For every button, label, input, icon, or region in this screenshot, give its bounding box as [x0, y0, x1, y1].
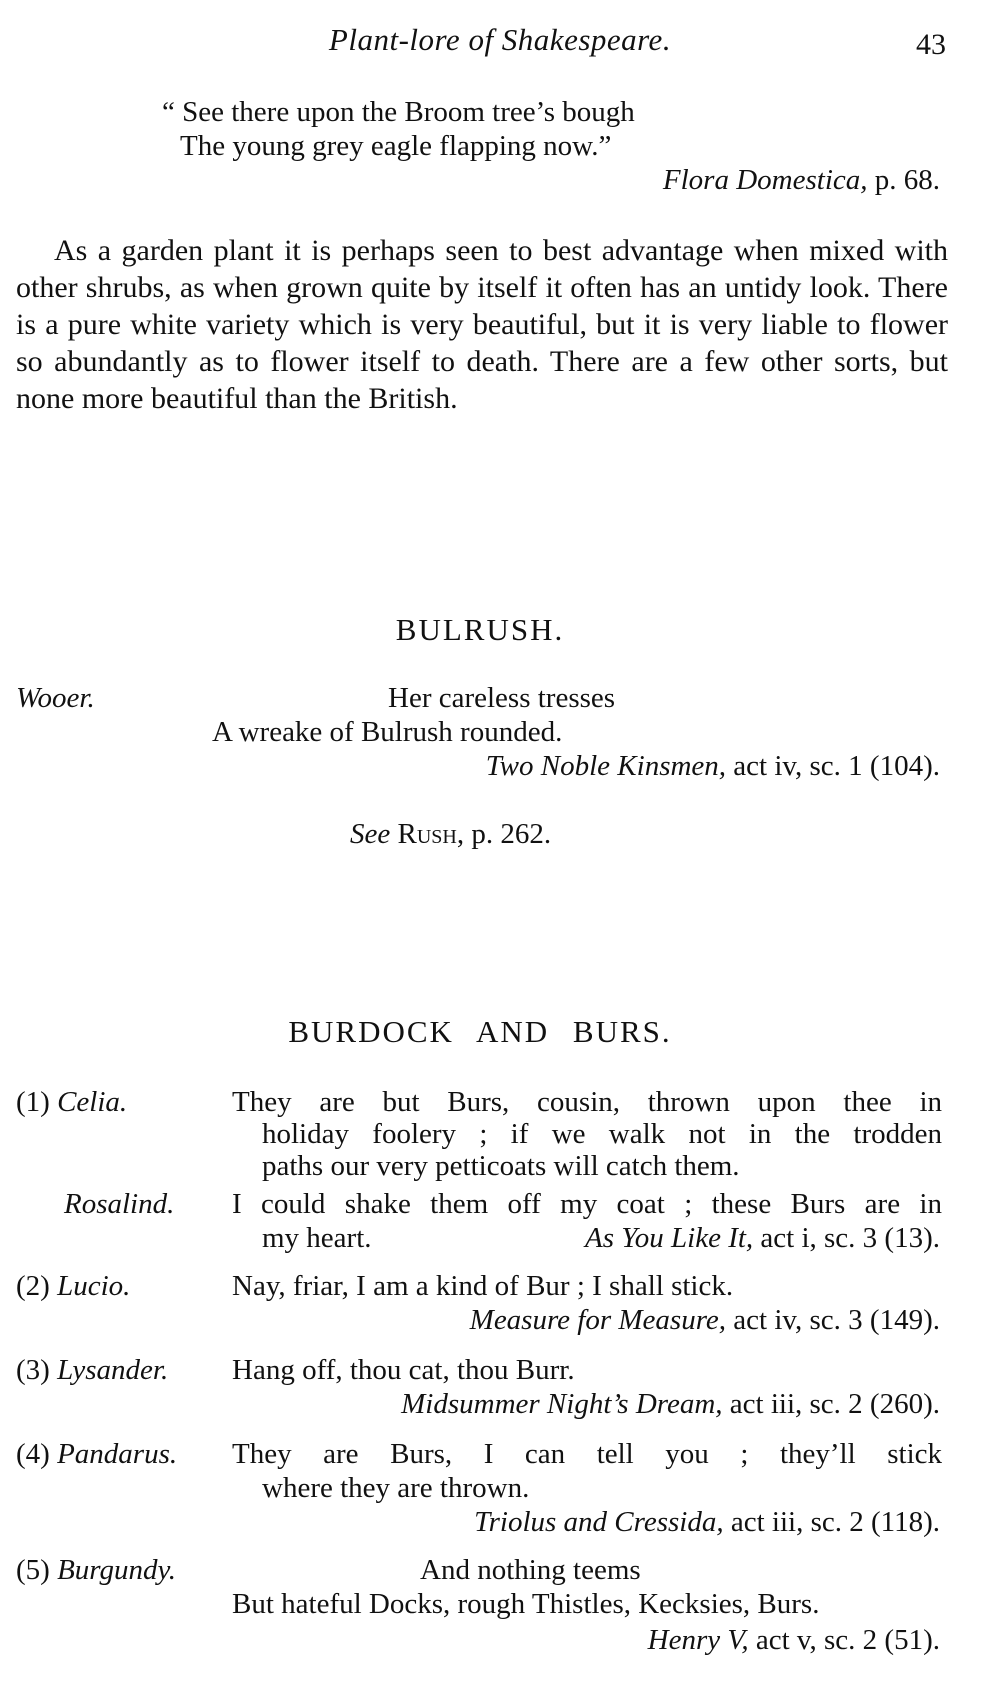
bulrush-cross-reference: [350, 818, 551, 851]
quote-number: (4): [16, 1438, 50, 1470]
citation-ref: act iii, sc. 2 (118).: [723, 1506, 940, 1538]
speaker-wooer: [16, 682, 95, 715]
broom-quote-line-2: The young grey eagle flapping now.”: [180, 130, 612, 162]
broom-paragraph: As a garden plant it is perhaps seen to best advantage when mixed with other shrubs, as when grown quite by itself it often has an untidy look. There is a pure white variety which is very beautiful, but it is very liable to flower so abundantly as to flower itself to death. There are a few other sorts, but none more beautiful than the British.: [16, 234, 948, 415]
broom-quote-citation: [663, 164, 940, 197]
quote-1b-line-2: my heart.: [262, 1222, 372, 1254]
citation-title: Triolus and Cressida,: [474, 1506, 724, 1538]
quote-1-line-2: holiday foolery ; if we walk not in the trodden: [262, 1118, 942, 1150]
running-title: Plant-lore of Shakespeare.: [328, 22, 672, 57]
quote-5-speaker: [16, 1554, 176, 1587]
citation-title: Midsummer Night’s Dream,: [401, 1388, 723, 1420]
speaker-name: Lucio.: [57, 1270, 131, 1302]
quote-1b-speaker: [64, 1188, 174, 1221]
bulrush-quote-line-2: A wreake of Bulrush rounded.: [212, 716, 563, 748]
speaker-name: Celia.: [57, 1086, 128, 1118]
quote-4-line-1: They are Burs, I can tell you ; they’ll stick: [232, 1438, 942, 1470]
quote-5-line-2: But hateful Docks, rough Thistles, Kecksies, Burs.: [232, 1588, 820, 1620]
section-heading-bulrush: BULRUSH.: [395, 612, 565, 647]
citation-ref: act i, sc. 3 (13).: [753, 1222, 940, 1254]
see-page: , p. 262.: [456, 818, 552, 850]
quote-number: (5): [16, 1554, 50, 1586]
quote-2-citation: [470, 1304, 940, 1337]
see-label: See: [350, 818, 391, 850]
citation-ref: act iv, sc. 3 (149).: [726, 1304, 940, 1336]
quote-number: (3): [16, 1354, 50, 1386]
bulrush-quote-line-1: Her careless tresses: [388, 682, 616, 714]
citation-ref: act iv, sc. 1 (104).: [726, 750, 940, 782]
citation-title: Flora Domestica,: [662, 164, 868, 196]
citation-ref: p. 68.: [867, 164, 940, 196]
citation-ref: act iii, sc. 2 (260).: [722, 1388, 940, 1420]
quote-3-speaker: [16, 1354, 168, 1387]
broom-quote-line-1: “ See there upon the Broom tree’s bough: [162, 96, 635, 128]
quote-1b-line-1: I could shake them off my coat ; these Burs are in: [232, 1188, 942, 1220]
speaker-name: Lysander.: [57, 1354, 169, 1386]
citation-title: As You Like It,: [585, 1222, 754, 1254]
citation-title: Henry V,: [647, 1624, 749, 1656]
quote-5-citation: [648, 1624, 940, 1657]
see-ref: Rush: [397, 818, 457, 850]
speaker-name: Pandarus.: [57, 1438, 178, 1470]
quote-3-line-1: Hang off, thou cat, thou Burr.: [232, 1354, 575, 1386]
quote-3-citation: [401, 1388, 940, 1421]
citation-title: Measure for Measure,: [469, 1304, 727, 1336]
quote-number: (2): [16, 1270, 50, 1302]
quote-1-line-3: paths our very petticoats will catch them.: [262, 1150, 740, 1182]
quote-1-line-1: They are but Burs, cousin, thrown upon thee in: [232, 1086, 942, 1118]
quote-1-speaker: [16, 1086, 127, 1119]
quote-4-citation: [474, 1506, 940, 1539]
section-heading-burdock: BURDOCK AND BURS.: [288, 1014, 672, 1049]
speaker-name: Rosalind.: [64, 1188, 175, 1220]
citation-title: Two Noble Kinsmen,: [485, 750, 727, 782]
quote-4-speaker: [16, 1438, 177, 1471]
quote-1-citation: [585, 1222, 940, 1255]
quote-number: (1): [16, 1086, 50, 1118]
quote-2-speaker: [16, 1270, 130, 1303]
citation-ref: act v, sc. 2 (51).: [748, 1624, 940, 1656]
page-number: 43: [916, 28, 946, 61]
speaker-name: Burgundy.: [57, 1554, 177, 1586]
quote-5-line-1: And nothing teems: [420, 1554, 641, 1586]
bulrush-citation: [486, 750, 940, 783]
quote-2-line-1: Nay, friar, I am a kind of Bur ; I shall stick.: [232, 1270, 734, 1302]
quote-4-line-2: where they are thrown.: [262, 1472, 530, 1504]
speaker-name: Wooer.: [16, 682, 95, 714]
